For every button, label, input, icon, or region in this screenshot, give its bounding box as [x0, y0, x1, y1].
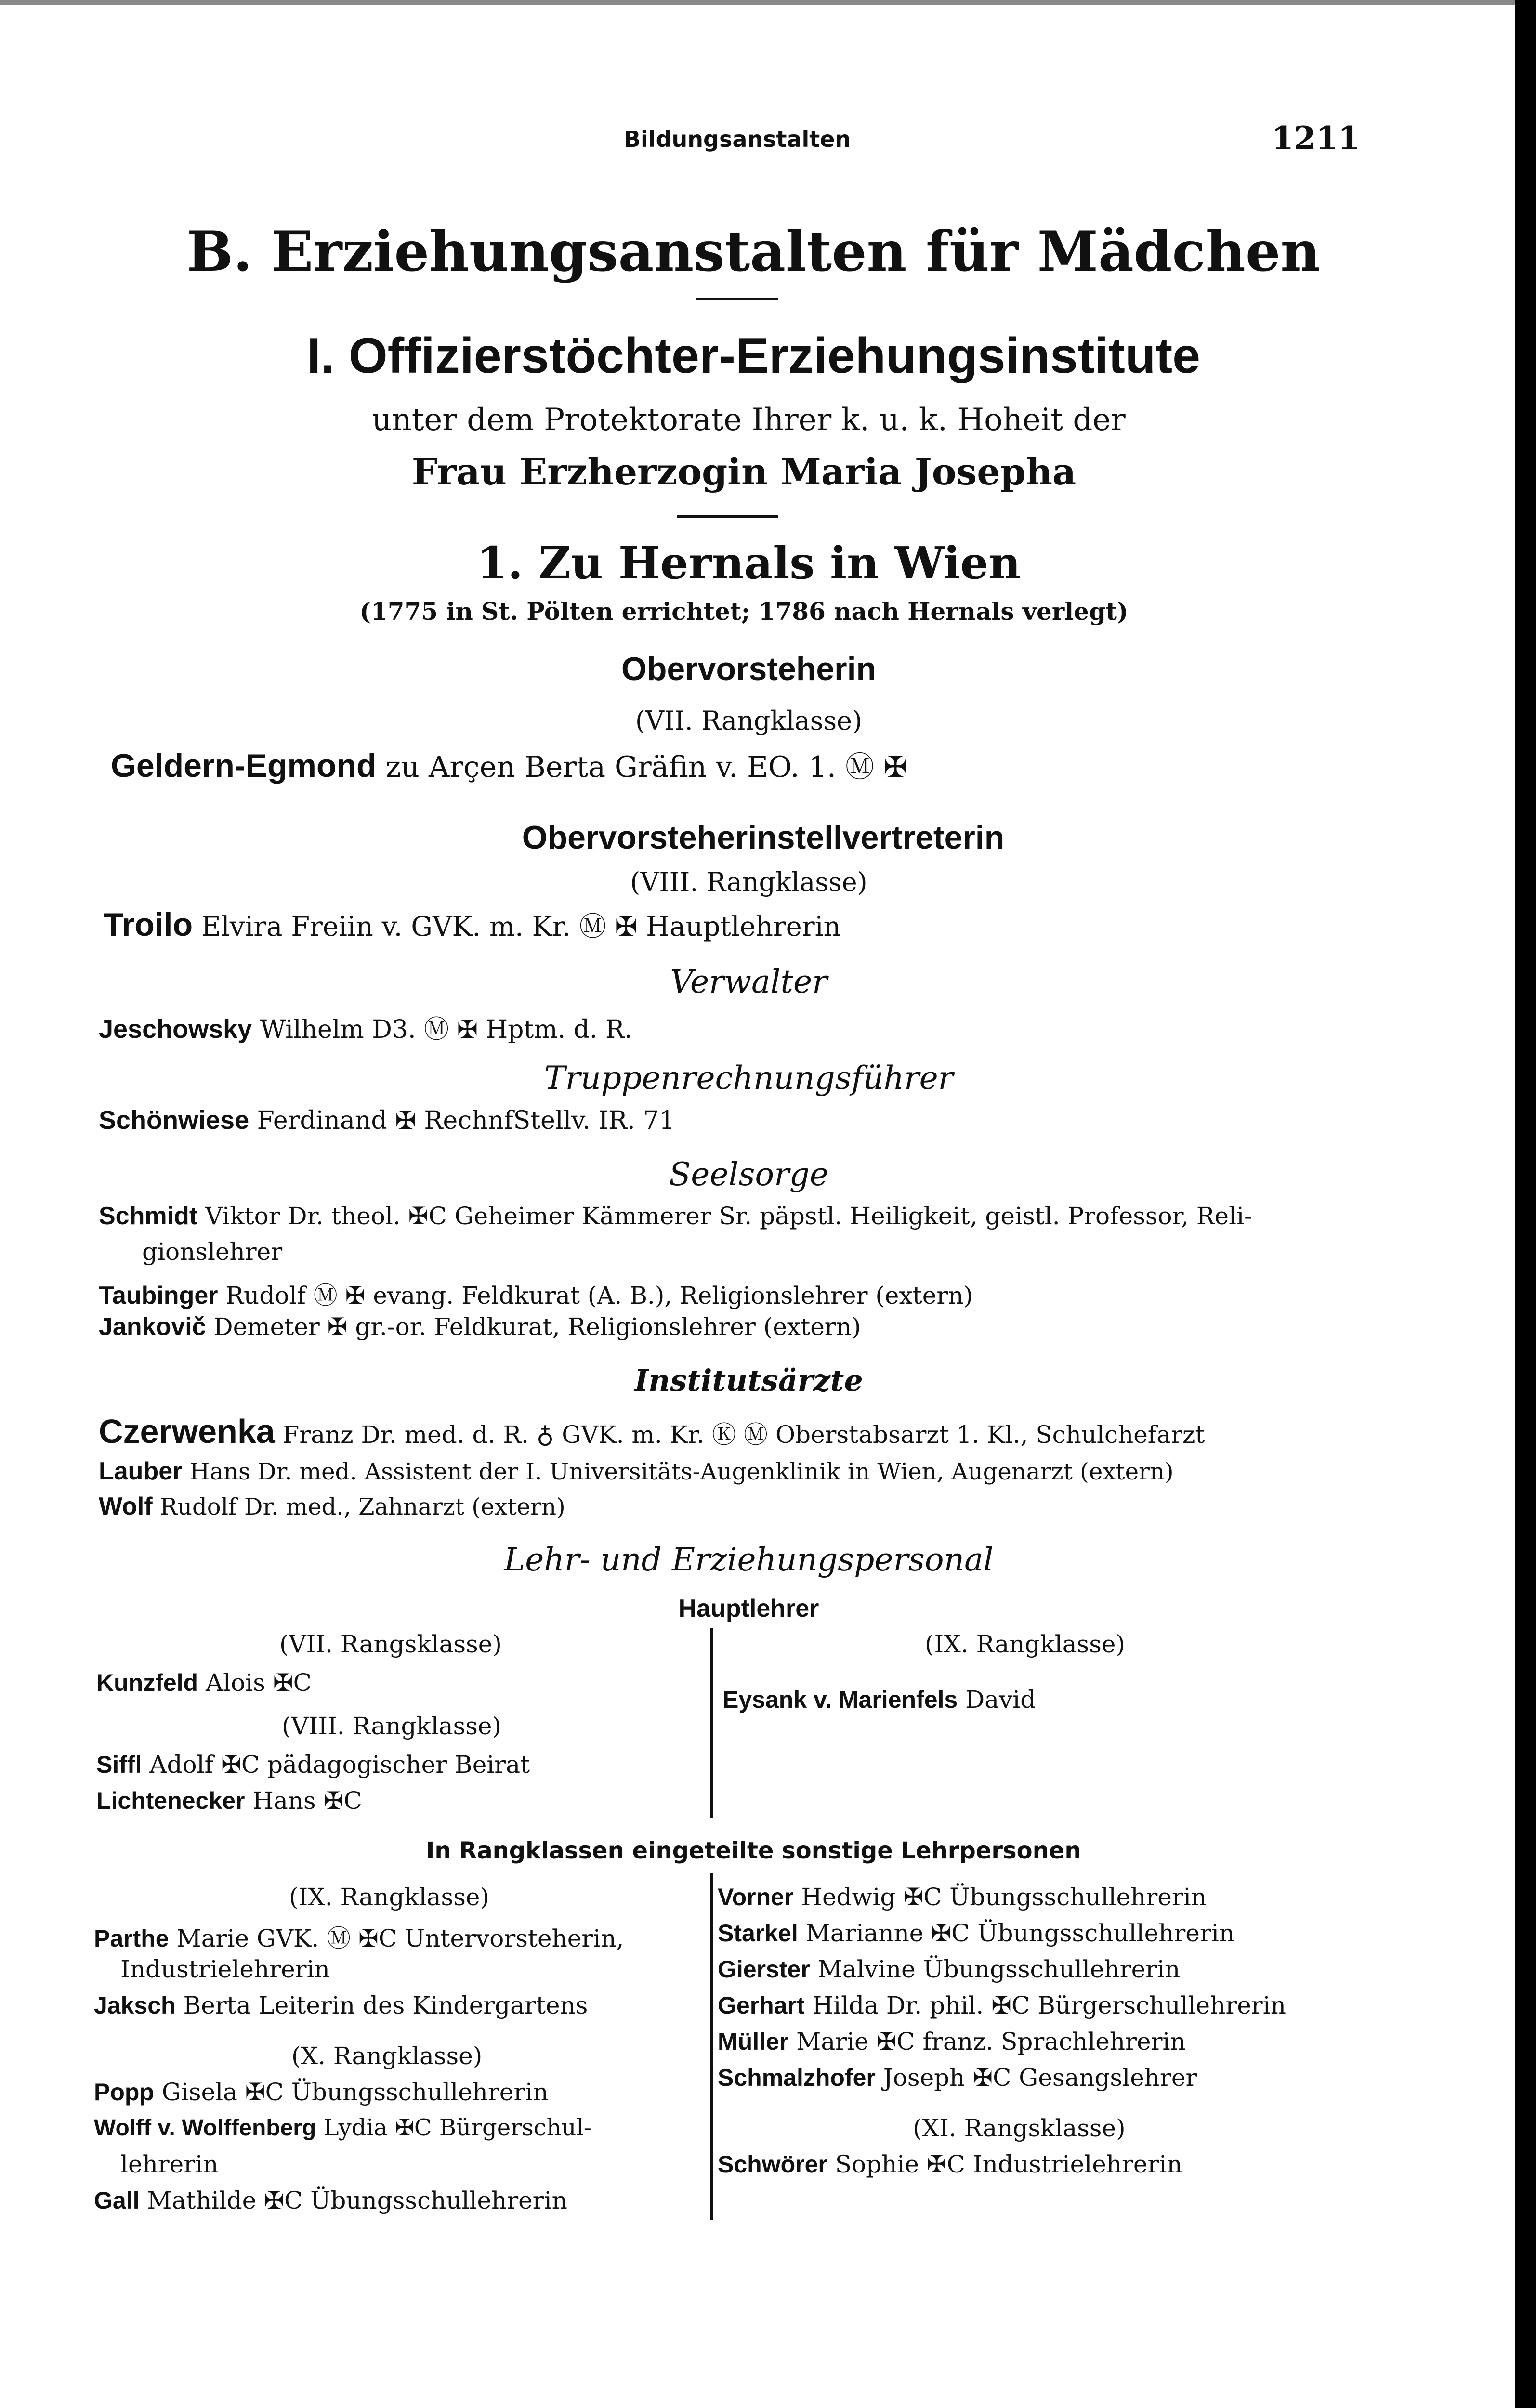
entry-text: Hedwig ✠C Übungsschullehrerin	[801, 1883, 1207, 1911]
sonstige-heading: In Rangklassen eingeteilte sonstige Lehrpersonen	[426, 1837, 1081, 1864]
title-divider	[696, 298, 778, 300]
entry-name: Kunzfeld	[96, 1669, 198, 1696]
entry-geldern	[111, 744, 907, 785]
entry-jeschowsky	[99, 1009, 632, 1045]
entry-text: Lydia ✠C Bürgerschul-	[323, 2114, 591, 2141]
entry-name: Popp	[94, 2079, 154, 2106]
entry-continuation: gionslehrer	[142, 1238, 283, 1266]
entry-continuation: Industrielehrerin	[120, 1955, 330, 1983]
entry-name: Wolff v. Wolffenberg	[94, 2115, 316, 2141]
entry-mueller	[718, 2028, 1186, 2055]
entry-name: Geldern-Egmond	[111, 747, 377, 784]
entry-text: Marie ✠C franz. Sprachlehrerin	[796, 2028, 1186, 2055]
column-divider	[710, 1628, 713, 1818]
entry-schmalzhofer	[718, 2064, 1197, 2092]
rank-label: (X. Rangklasse)	[291, 2042, 483, 2070]
entry-name: Starkel	[718, 1920, 798, 1947]
entry-siffl	[96, 1751, 530, 1779]
entry-text: Berta Leiterin des Kindergartens	[183, 1991, 588, 2019]
entry-wolff	[94, 2114, 591, 2141]
entry-name: Wolf	[99, 1492, 153, 1520]
rank-label: (IX. Rangklasse)	[925, 1630, 1125, 1658]
institute-note: (1775 in St. Pölten errichtet; 1786 nach Hernals verlegt)	[359, 597, 1129, 626]
institute-heading: 1. Zu Hernals in Wien	[476, 537, 1021, 589]
entry-text: Mathilde ✠C Übungsschullehrerin	[147, 2186, 567, 2214]
rank-label: (XI. Rangsklasse)	[913, 2114, 1126, 2142]
entry-taubinger	[99, 1276, 973, 1311]
entry-text: zu Arçen Berta Gräfin v. EO. 1. Ⓜ ✠	[385, 750, 908, 784]
entry-text: Marianne ✠C Übungsschullehrerin	[805, 1919, 1234, 1947]
entry-schwoerer	[718, 2150, 1182, 2178]
entry-name: Jankovič	[99, 1313, 206, 1341]
running-title: Bildungsanstalten	[624, 126, 851, 152]
entry-name: Gerhart	[718, 1992, 805, 2019]
verwalter-heading: Verwalter	[670, 963, 827, 1000]
entry-popp	[94, 2078, 548, 2106]
entry-name: Schmalzhofer	[718, 2064, 876, 2091]
entry-gerhart	[718, 1991, 1286, 2019]
entry-text: Malvine Übungsschullehrerin	[817, 1955, 1181, 1983]
entry-gall	[94, 2186, 567, 2214]
entry-name: Lauber	[99, 1457, 183, 1485]
entry-jaksch	[94, 1991, 588, 2019]
entry-name: Parthe	[94, 1925, 169, 1952]
entry-text: Rudolf Ⓜ ✠ evang. Feldkurat (A. B.), Religionslehrer (extern)	[225, 1282, 973, 1309]
rank-label: (VIII. Rangklasse)	[282, 1712, 501, 1740]
entry-continuation: lehrerin	[120, 2150, 219, 2178]
entry-text: Ferdinand ✠ RechnfStellv. IR. 71	[257, 1106, 675, 1135]
hauptlehrer-heading: Hauptlehrer	[678, 1595, 819, 1623]
entry-czerwenka	[99, 1412, 1205, 1451]
obervorsteherin-rank: (VII. Rangklasse)	[635, 706, 863, 736]
stellvertreterin-rank: (VIII. Rangklasse)	[630, 867, 867, 897]
seelsorge-heading: Seelsorge	[669, 1156, 828, 1193]
scan-top-edge	[0, 0, 1536, 5]
entry-text: Sophie ✠C Industrielehrerin	[835, 2150, 1182, 2178]
entry-vorner	[718, 1883, 1207, 1911]
truppen-heading: Truppenrechnungsführer	[544, 1060, 954, 1097]
entry-text: Hans ✠C	[252, 1787, 362, 1815]
entry-name: Troilo	[104, 906, 193, 943]
entry-eysank	[722, 1686, 1036, 1714]
entry-name: Czerwenka	[99, 1413, 275, 1450]
column-divider	[710, 1873, 713, 2220]
entry-schoenwiese	[99, 1105, 675, 1135]
entry-name: Schmidt	[99, 1202, 198, 1230]
personal-heading: Lehr- und Erziehungspersonal	[504, 1541, 994, 1578]
section-title: I. Offizierstöchter-Erziehungsinstitute	[307, 328, 1200, 384]
entry-text: Hans Dr. med. Assistent der I. Universitäts-Augenklinik in Wien, Augenarzt (extern)	[189, 1458, 1174, 1485]
entry-text: Elvira Freiin v. GVK. m. Kr. Ⓜ ✠ Hauptlehrerin	[201, 911, 841, 942]
entry-text: Viktor Dr. theol. ✠C Geheimer Kämmerer Sr. päpstl. Heiligkeit, geistl. Professor, Reli-	[205, 1202, 1252, 1230]
entry-schmidt	[99, 1202, 1252, 1230]
entry-text: Franz Dr. med. d. R. ♁ GVK. m. Kr. Ⓚ Ⓜ Oberstabsarzt 1. Kl., Schulchefarzt	[282, 1421, 1205, 1449]
entry-text: David	[965, 1686, 1036, 1714]
entry-text: Marie GVK. Ⓜ ✠C Untervorsteherin,	[176, 1924, 624, 1952]
entry-lauber	[99, 1457, 1174, 1486]
entry-text: Hilda Dr. phil. ✠C Bürgerschullehrerin	[812, 1991, 1286, 2019]
entry-name: Jaksch	[94, 1992, 176, 2019]
entry-text: Adolf ✠C pädagogischer Beirat	[149, 1751, 530, 1779]
entry-name: Müller	[718, 2028, 789, 2055]
entry-name: Lichtenecker	[96, 1787, 245, 1814]
entry-text: Alois ✠C	[206, 1669, 312, 1697]
entry-text: Gisela ✠C Übungsschullehrerin	[161, 2078, 549, 2106]
entry-name: Schwörer	[718, 2151, 827, 2178]
entry-jankovic	[99, 1312, 861, 1341]
entry-name: Jeschowsky	[99, 1015, 252, 1044]
entry-text: Wilhelm D3. Ⓜ ✠ Hptm. d. R.	[260, 1015, 632, 1044]
entry-text: Rudolf Dr. med., Zahnarzt (extern)	[159, 1493, 565, 1520]
entry-name: Eysank v. Marienfels	[722, 1686, 958, 1713]
entry-gierster	[718, 1955, 1180, 1983]
entry-name: Siffl	[96, 1751, 142, 1778]
rank-label: (VII. Rangsklasse)	[279, 1630, 502, 1658]
patron-name: Frau Erzherzogin Maria Josepha	[411, 450, 1077, 493]
entry-text: Demeter ✠ gr.-or. Feldkurat, Religionslehrer (extern)	[213, 1313, 861, 1341]
entry-lichtenecker	[96, 1787, 362, 1815]
entry-wolf	[99, 1492, 565, 1521]
entry-name: Schönwiese	[99, 1106, 249, 1135]
entry-name: Vorner	[718, 1884, 794, 1911]
entry-troilo	[104, 905, 841, 944]
protectorate-line: unter dem Protektorate Ihrer k. u. k. Hoheit der	[372, 402, 1126, 438]
stellvertreterin-heading: Obervorsteherinstellvertreterin	[522, 819, 1005, 856]
entry-name: Gall	[94, 2187, 140, 2214]
entry-parthe	[94, 1919, 624, 1954]
entry-kunzfeld	[96, 1669, 312, 1697]
entry-starkel	[718, 1919, 1234, 1947]
main-title: B. Erziehungsanstalten für Mädchen	[186, 219, 1321, 284]
entry-name: Taubinger	[99, 1282, 218, 1309]
rank-label: (IX. Rangklasse)	[289, 1883, 489, 1911]
obervorsteherin-heading: Obervorsteherin	[621, 651, 877, 687]
entry-name: Gierster	[718, 1956, 810, 1983]
patron-divider	[677, 515, 778, 518]
aerzte-heading: Institutsärzte	[634, 1363, 863, 1398]
page-number: 1211	[1272, 119, 1360, 157]
entry-text: Joseph ✠C Gesangslehrer	[883, 2064, 1197, 2092]
